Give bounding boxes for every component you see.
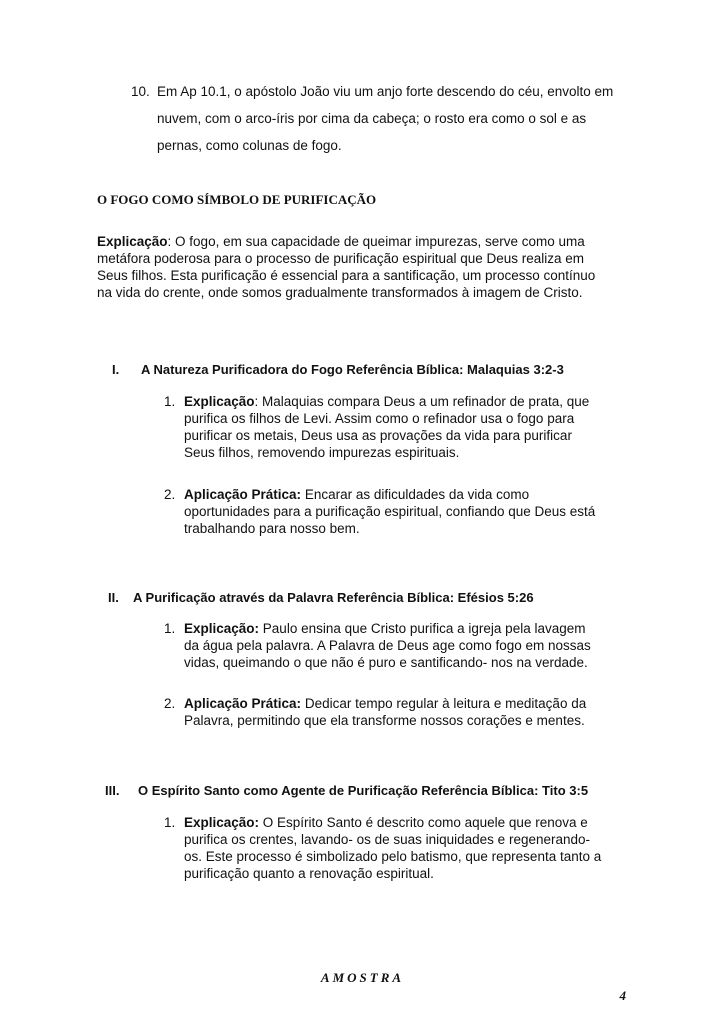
item-label: Aplicação Prática: [184, 487, 302, 502]
item-text: : Malaquias compara Deus a um refinador de prata, que purifica os filhos de Levi. Assim como o refinador usa o fogo para purificar os metais, Deus usa as provações da vida para purificar Seus filhos, removendo impurezas espirituais. [184, 394, 590, 460]
item-text: Dedicar tempo regular à leitura e meditação da Palavra, permitindo que ela transforme nossos corações e mentes. [184, 696, 587, 728]
section-heading-2 [108, 590, 534, 605]
section-title: O FOGO COMO SÍMBOLO DE PURIFICAÇÃO [97, 192, 377, 207]
section-heading-text: O Espírito Santo como Agente de Purificação Referência Bíblica: Tito 3:5 [138, 783, 589, 798]
item-number: 1. [164, 394, 176, 409]
intro-list-item [131, 78, 621, 159]
section-heading-1 [112, 362, 564, 377]
section-numeral: III. [105, 783, 120, 798]
item-number: 2. [164, 487, 176, 502]
list-item [164, 695, 604, 729]
list-item [164, 486, 604, 537]
list-item [164, 620, 604, 671]
section-numeral: II. [108, 590, 119, 605]
explanation-text: : O fogo, em sua capacidade de queimar impurezas, serve como uma metáfora poderosa para o processo de purificação espiritual que Deus realiza em Seus filhos. Esta purificação é essencial para a santificação, um processo contínuo na vida do crente, onde somos gradualmente transformados à imagem de Cristo. [97, 234, 596, 300]
item-number: 2. [164, 696, 176, 711]
item-label: Explicação: [184, 621, 260, 636]
item-label: Explicação [184, 394, 255, 409]
intro-item-text: Em Ap 10.1, o apóstolo João viu um anjo forte descendo do céu, envolto em nuvem, com o arco-íris por cima da cabeça; o rosto era como o sol e as pernas, como colunas de fogo. [157, 84, 614, 153]
explanation-paragraph [97, 233, 597, 301]
item-label: Explicação: [184, 815, 260, 830]
list-item [164, 393, 604, 461]
item-number: 1. [164, 621, 176, 636]
intro-item-number: 10. [131, 84, 150, 99]
section-heading-text: A Purificação através da Palavra Referência Bíblica: Efésios 5:26 [133, 590, 534, 605]
item-text: Paulo ensina que Cristo purifica a igreja pela lavagem da água pela palavra. A Palavra de Deus age como fogo em nossas vidas, queimando o que não é puro e santificando- nos na verdade. [184, 621, 591, 670]
section-heading-3 [105, 783, 588, 798]
section-numeral: I. [112, 362, 120, 377]
page-number: 4 [619, 988, 626, 1003]
footer-watermark: AMOSTRA [320, 970, 405, 985]
item-number: 1. [164, 815, 176, 830]
explanation-label: Explicação [97, 234, 168, 249]
item-text: Encarar as dificuldades da vida como oportunidades para a purificação espiritual, confiando que Deus está trabalhando para nosso bem. [184, 487, 596, 536]
item-label: Aplicação Prática: [184, 696, 302, 711]
section-heading-text: A Natureza Purificadora do Fogo Referência Bíblica: Malaquias 3:2-3 [141, 362, 564, 377]
item-text: O Espírito Santo é descrito como aquele que renova e purifica os crentes, lavando- os de suas iniquidades e regenerando-os. Este processo é simbolizado pelo batismo, que representa tanto a purificação quanto a renovação espiritual. [184, 815, 602, 881]
list-item [164, 814, 604, 882]
